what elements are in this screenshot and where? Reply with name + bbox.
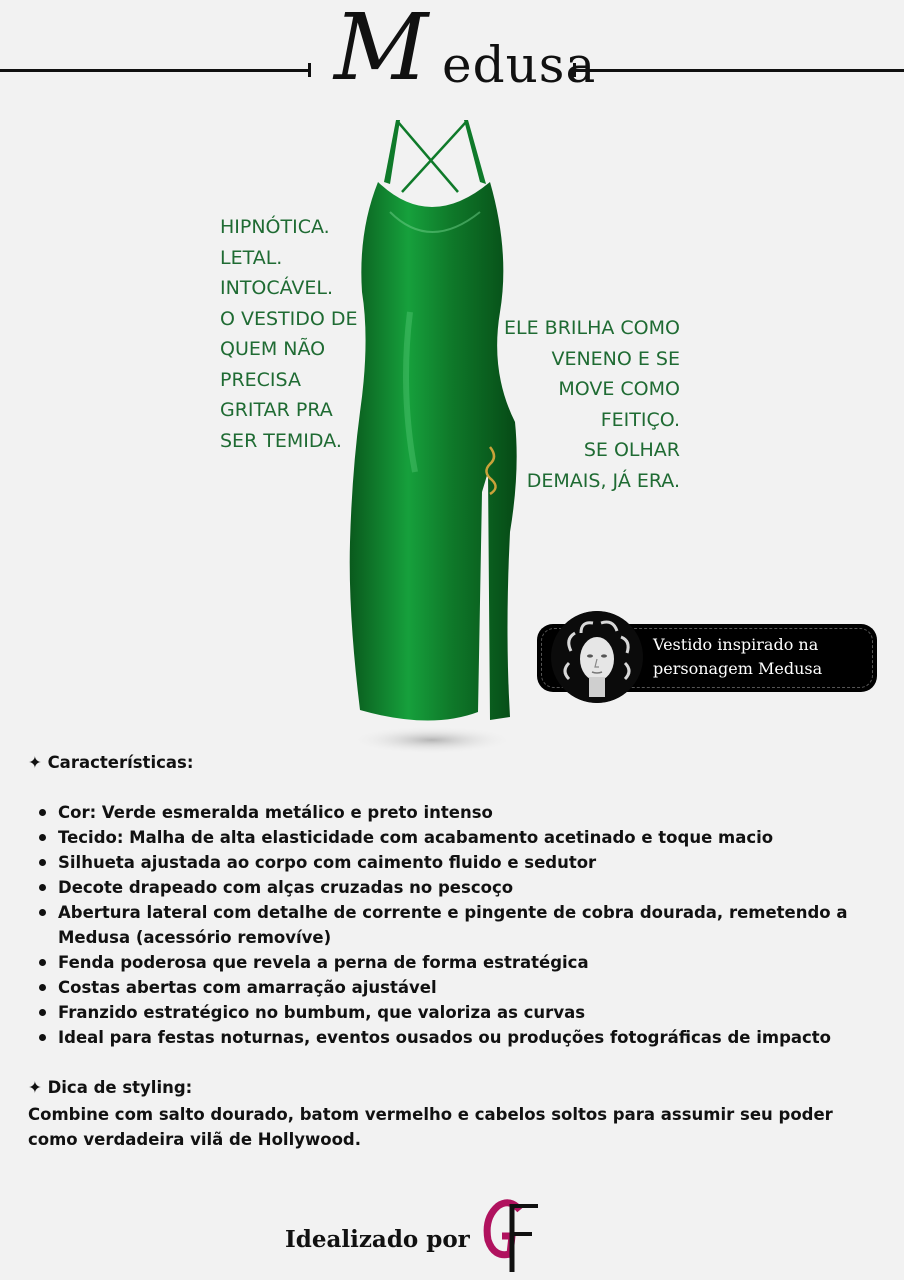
bullet-icon: [39, 859, 46, 866]
list-item: [28, 1025, 868, 1050]
feature-text: Medusa (acessório removíve): [58, 928, 332, 947]
styling-heading: ✦ Dica de styling:: [28, 1078, 193, 1097]
feature-text: Tecido: Malha de alta elasticidade com acabamento acetinado e toque macio: [58, 828, 774, 847]
medusa-head-icon: [551, 611, 643, 703]
right-tagline: [470, 313, 680, 496]
features-list: [28, 800, 868, 1050]
left-tagline-line: SER TEMIDA.: [220, 429, 342, 452]
list-item: [28, 875, 868, 900]
feature-text: Cor: Verde esmeralda metálico e preto intenso: [58, 803, 493, 822]
header-rule-left: [0, 69, 308, 72]
list-item: [28, 975, 868, 1000]
list-item: [28, 900, 868, 925]
feature-text: Ideal para festas noturnas, eventos ousados ou produções fotográficas de impacto: [58, 1028, 832, 1047]
right-tagline-line: ELE BRILHA COMO: [504, 317, 680, 339]
header-rule-right: [576, 69, 904, 72]
badge-line: personagem Medusa: [653, 659, 823, 678]
feature-text: Franzido estratégico no bumbum, que valoriza as curvas: [58, 1003, 586, 1022]
bullet-icon: [39, 834, 46, 841]
right-tagline-line: VENENO E SE: [551, 347, 680, 370]
list-item: [28, 800, 868, 825]
bullet-icon: [39, 1034, 46, 1041]
page-title: M edusa: [334, 0, 597, 101]
gf-logo: [480, 1196, 544, 1274]
right-tagline-line: DEMAIS, JÁ ERA.: [526, 469, 680, 492]
left-tagline-line: PRECISA: [220, 368, 301, 391]
feature-text: Silhueta ajustada ao corpo com caimento fluido e sedutor: [58, 853, 597, 872]
left-tagline-line: INTOCÁVEL.: [220, 277, 334, 299]
footer-label: Idealizado por: [285, 1226, 470, 1253]
bullet-icon: [39, 909, 46, 916]
list-item: [28, 1000, 868, 1025]
badge-text: [653, 633, 822, 681]
list-item-continuation: [28, 925, 868, 950]
feature-text: Fenda poderosa que revela a perna de forma estratégica: [58, 953, 589, 972]
left-tagline-line: O VESTIDO DE: [220, 307, 358, 330]
right-tagline-line: FEITIÇO.: [600, 408, 680, 431]
feature-text: Decote drapeado com alças cruzadas no pescoço: [58, 878, 514, 897]
list-item: [28, 850, 868, 875]
badge-line: Vestido inspirado na: [653, 635, 819, 654]
bullet-icon: [39, 809, 46, 816]
feature-text: Abertura lateral com detalhe de corrente e pingente de cobra dourada, remetendo a: [58, 903, 848, 922]
left-tagline-line: HIPNÓTICA.: [220, 216, 330, 238]
bullet-icon: [39, 959, 46, 966]
list-item: [28, 825, 868, 850]
styling-text: Combine com salto dourado, batom vermelho e cabelos soltos para assumir seu poder como verdadeira vilã de Hollywood.: [28, 1105, 833, 1149]
left-tagline-line: QUEM NÃO: [220, 338, 326, 360]
features-heading: ✦ Características:: [28, 753, 194, 772]
left-tagline-line: LETAL.: [220, 246, 283, 269]
bullet-icon: [39, 884, 46, 891]
right-tagline-line: MOVE COMO: [558, 378, 680, 400]
right-tagline-line: SE OLHAR: [583, 439, 680, 461]
bullet-icon: [39, 984, 46, 991]
list-item: [28, 950, 868, 975]
bullet-icon: [39, 1009, 46, 1016]
left-tagline: [220, 212, 358, 456]
feature-text: Costas abertas com amarração ajustável: [58, 978, 437, 997]
header-tick-left: [308, 63, 311, 77]
left-tagline-line: GRITAR PRA: [220, 399, 333, 421]
